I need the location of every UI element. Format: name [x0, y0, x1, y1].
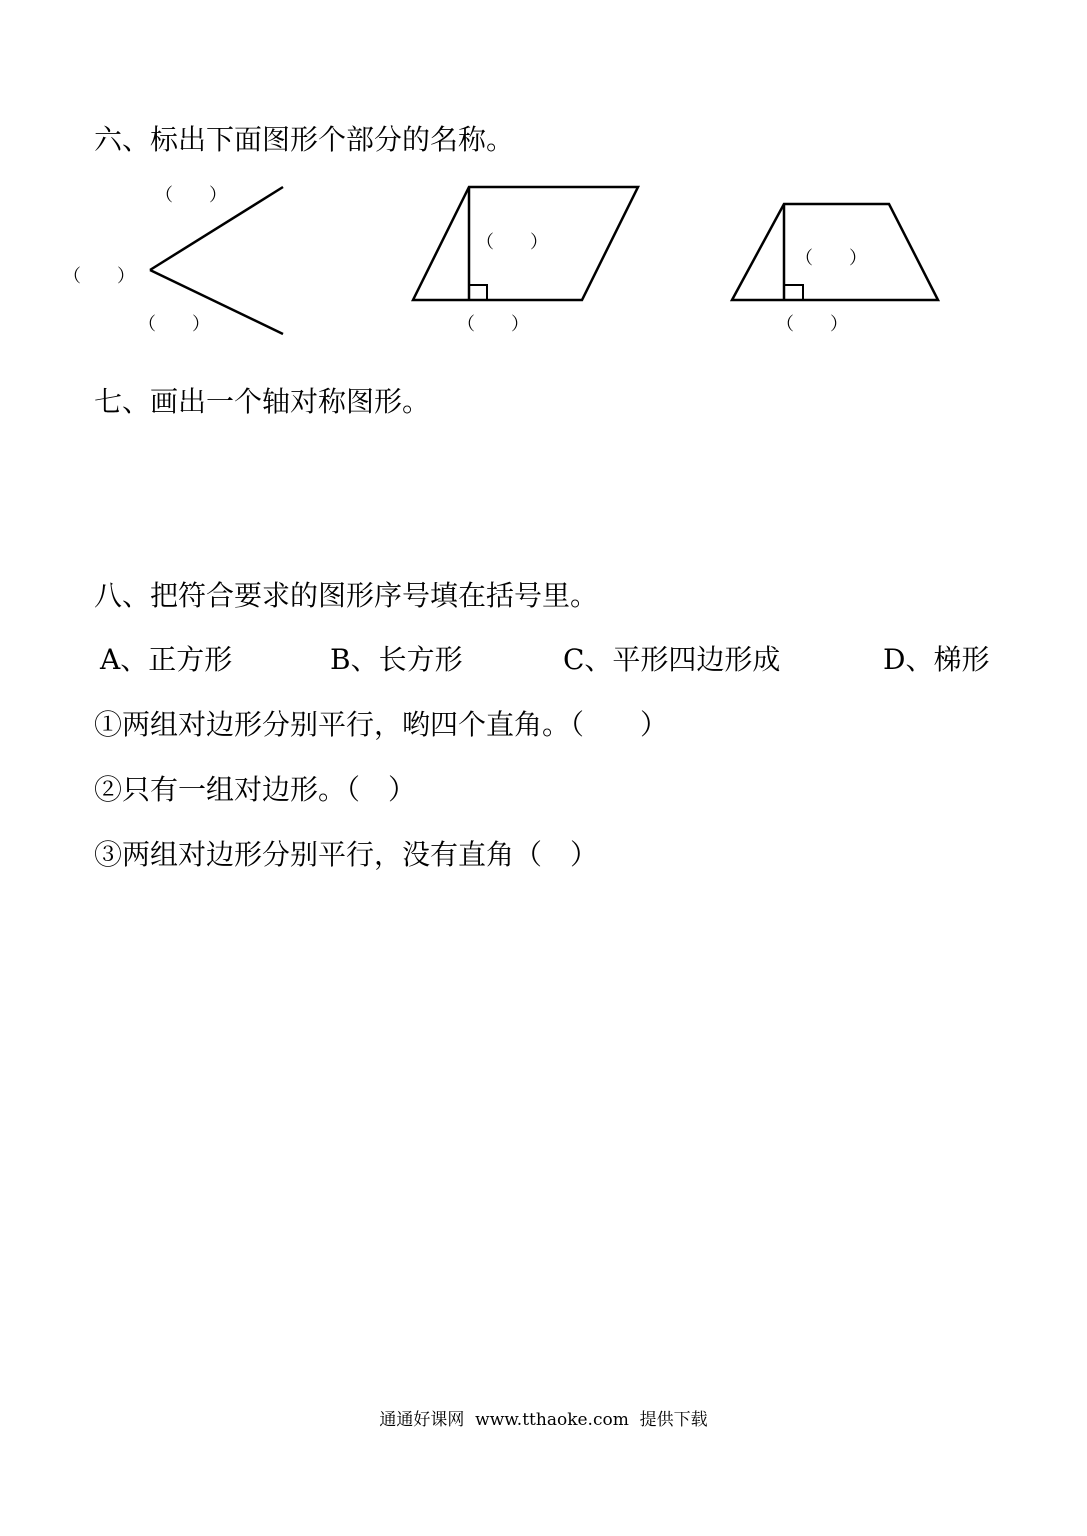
footer-credit: 通通好课网 www.tthaoke.com 提供下载 — [379, 1410, 708, 1430]
option-b: B、长方形 — [330, 643, 463, 676]
option-d: D、梯形 — [883, 643, 990, 676]
trapezoid-height-blank[interactable]: （ ） — [795, 248, 867, 269]
section-6-title: 六、标出下面图形个部分的名称。 — [94, 123, 515, 156]
parallelogram-base-blank[interactable]: （ ） — [457, 314, 529, 335]
trapezoid-figure — [0, 0, 1087, 360]
option-c: C、平形四边形成 — [563, 643, 781, 676]
question-1[interactable]: ①两组对边形分别平行，哟四个直角。（ ） — [94, 708, 669, 741]
parallelogram-height-blank[interactable]: （ ） — [476, 232, 548, 253]
angle-upper-ray-blank[interactable]: （ ） — [155, 185, 227, 206]
trapezoid-base-blank[interactable]: （ ） — [776, 314, 848, 335]
question-3[interactable]: ③两组对边形分别平行，没有直角（ ） — [94, 838, 599, 871]
angle-vertex-blank[interactable]: （ ） — [63, 266, 135, 287]
option-a: A、正方形 — [100, 643, 233, 676]
question-2[interactable]: ②只有一组对边形。（ ） — [94, 773, 417, 806]
section-7-title: 七、画出一个轴对称图形。 — [94, 385, 431, 418]
angle-lower-ray-blank[interactable]: （ ） — [138, 314, 210, 335]
trapezoid-right-angle-mark — [784, 285, 803, 300]
section-8-title: 八、把符合要求的图形序号填在括号里。 — [94, 579, 599, 612]
